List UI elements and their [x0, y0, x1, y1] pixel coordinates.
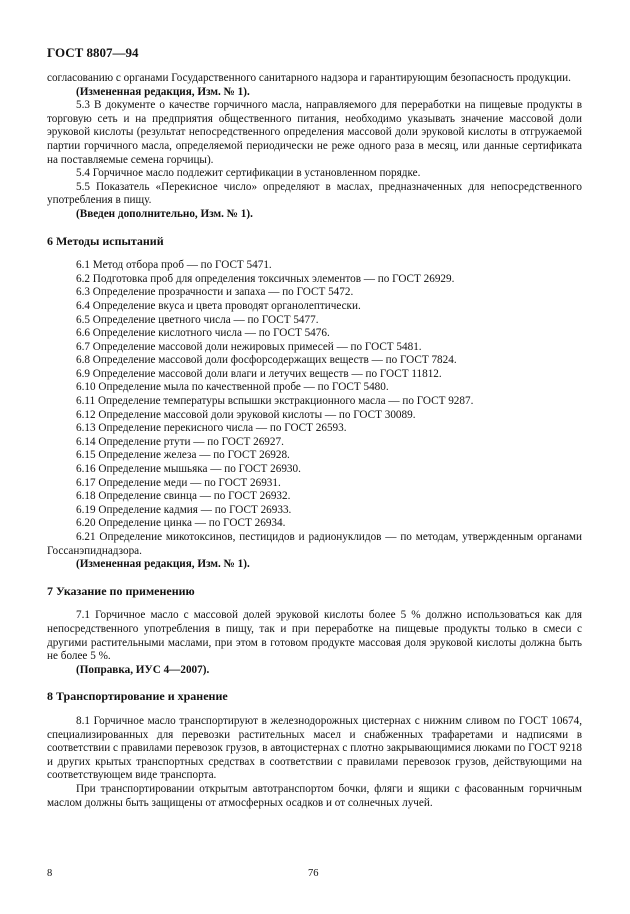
method-item: 6.3 Определение прозрачности и запаха — по ГОСТ 5472. — [76, 286, 354, 299]
method-item: 6.8 Определение массовой доли фосфорсодержащих веществ — по ГОСТ 7824. — [76, 354, 457, 367]
paragraph-7-1: 7.1 Горчичное масло с массовой долей эруковой кислоты более 5 % должно использоваться как для непосредственного употребления в пищу, так и при переработке на пищевые продукты только в смеси с другими растительными маслами, при этом в готовом продукте массовая доля эруковой кислоты должна быть не более 5 %. — [47, 609, 582, 663]
amendment-note: (Измененная редакция, Изм. № 1). — [76, 558, 250, 571]
amendment-note: (Измененная редакция, Изм. № 1). — [76, 85, 250, 98]
method-item: 6.17 Определение меди — по ГОСТ 26931. — [76, 476, 281, 489]
method-item: 6.9 Определение массовой доли влаги и летучих веществ — по ГОСТ 11812. — [76, 367, 442, 380]
method-item: 6.13 Определение перекисного числа — по ГОСТ 26593. — [76, 422, 347, 435]
method-item: 6.4 Определение вкуса и цвета проводят органолептически. — [76, 299, 361, 312]
page-number-center: 76 — [308, 868, 319, 879]
paragraph-8-2: При транспортировании открытым автотранспортом бочки, фляги и ящики с фасованным горчичным маслом должны быть защищены от атмосферных осадков и от солнечных лучей. — [47, 782, 582, 809]
method-item: 6.2 Подготовка проб для определения токсичных элементов — по ГОСТ 26929. — [76, 272, 455, 285]
amendment-note: (Введен дополнительно, Изм. № 1). — [76, 207, 253, 220]
methods-list — [47, 259, 582, 531]
method-item: 6.19 Определение кадмия — по ГОСТ 26933. — [76, 503, 292, 516]
section-8-title: 8 Транспортирование и хранение — [47, 689, 228, 704]
method-item: 6.10 Определение мыла по качественной пробе — по ГОСТ 5480. — [76, 381, 389, 394]
method-item: 6.11 Определение температуры вспышки экстракционного масла — по ГОСТ 9287. — [76, 395, 474, 408]
method-item: 6.12 Определение массовой доли эруковой кислоты — по ГОСТ 30089. — [76, 408, 416, 421]
paragraph-continuation: согласованию с органами Государственного санитарного надзора и гарантирующим безопасность продукции. — [47, 72, 571, 84]
method-item: 6.18 Определение свинца — по ГОСТ 26932. — [76, 490, 291, 503]
page-number-left: 8 — [47, 868, 53, 879]
section-7-title: 7 Указание по применению — [47, 583, 195, 598]
document-body — [47, 72, 582, 810]
method-item: 6.6 Определение кислотного числа — по ГОСТ 5476. — [76, 327, 330, 340]
method-item: 6.7 Определение массовой доли нежировых примесей — по ГОСТ 5481. — [76, 340, 422, 353]
method-item: 6.20 Определение цинка — по ГОСТ 26934. — [76, 517, 286, 530]
method-item: 6.15 Определение железа — по ГОСТ 26928. — [76, 449, 290, 462]
paragraph-6-21: 6.21 Определение микотоксинов, пестицидов и радионуклидов — по методам, утвержденным органами Госсанэпиднадзора. — [47, 531, 582, 557]
section-6-title: 6 Методы испытаний — [47, 233, 164, 248]
page-header: ГОСТ 8807—94 — [47, 45, 139, 60]
paragraph-8-1: 8.1 Горчичное масло транспортируют в железнодорожных цистернах с нижним сливом по ГОСТ 10674, специализированных для перевозки растительных масел и снабженных трафаретами и надписями в соответствии с правилами перевозок грузов, в автоцистернах с плотно закрывающимися люками по ГОСТ 9218 и других крытых транспортных средствах в соответствии с правилами перевозок грузов, действующими на соответствующем виде транспорта. — [47, 714, 582, 782]
method-item: 6.5 Определение цветного числа — по ГОСТ 5477. — [76, 313, 319, 326]
amendment-note: (Поправка, ИУС 4—2007). — [76, 663, 210, 676]
paragraph-5-5: 5.5 Показатель «Перекисное число» определяют в маслах, предназначенных для непосредственного употребления в пищу. — [47, 180, 582, 207]
paragraph-5-3: 5.3 В документе о качестве горчичного масла, направляемого для переработки на пищевые продукты в торговую сеть и на предприятия общественного питания, необходимо указывать значение массовой доли эруковой кислоты (результат непосредственного определения массовой доли эруковой кислоты в отгружаемой партии горчичного масла, определяемой периодически не реже одного раза в месяц, или данные сертификата на поставляемые семена горчицы). — [47, 99, 582, 166]
method-item: 6.1 Метод отбора проб — по ГОСТ 5471. — [76, 259, 272, 272]
paragraph-5-4: 5.4 Горчичное масло подлежит сертификации в установленном порядке. — [76, 167, 421, 180]
method-item: 6.16 Определение мышьяка — по ГОСТ 26930. — [76, 463, 301, 476]
method-item: 6.14 Определение ртути — по ГОСТ 26927. — [76, 435, 284, 448]
